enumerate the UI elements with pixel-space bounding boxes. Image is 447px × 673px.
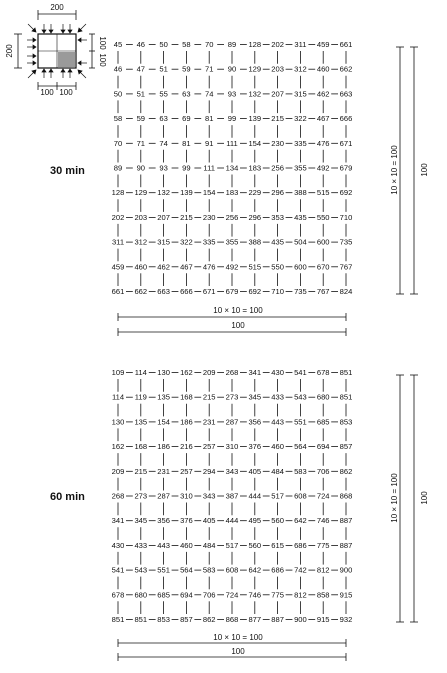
- temperature-grid-30min: [50, 40, 429, 336]
- grid-temperature-value: 231: [157, 466, 170, 476]
- grid-temperature-value: 89: [113, 163, 123, 173]
- grid-temperature-value: 661: [111, 287, 125, 296]
- grid-temperature-value: 132: [157, 188, 170, 198]
- grid-temperature-value: 310: [180, 491, 193, 501]
- grid-temperature-value: 862: [339, 466, 353, 476]
- grid-temperature-value: 335: [294, 138, 307, 148]
- grid-temperature-value: 70: [113, 138, 123, 148]
- grid-temperature-value: 74: [204, 89, 214, 99]
- grid-temperature-value: 600: [294, 262, 307, 272]
- grid-temperature-value: 256: [271, 163, 284, 173]
- grid-temperature-value: 678: [111, 590, 125, 600]
- grid-temperature-value: 746: [248, 590, 262, 600]
- grid-temperature-value: 877: [248, 615, 262, 624]
- grid-temperature-value: 356: [248, 417, 262, 427]
- grid-temperature-value: 257: [202, 442, 216, 452]
- grid-temperature-value: 356: [157, 516, 170, 526]
- grid-temperature-value: 154: [157, 417, 170, 427]
- time-label: 60 min: [50, 491, 85, 503]
- grid-temperature-value: 209: [111, 466, 125, 476]
- grid-temperature-value: 662: [339, 64, 353, 74]
- grid-temperature-value: 608: [225, 565, 239, 575]
- grid-temperature-value: 215: [180, 212, 193, 222]
- grid-temperature-value: 615: [271, 540, 284, 550]
- dimension-right-outer: 100: [420, 491, 429, 505]
- grid-temperature-value: 47: [136, 64, 146, 74]
- grid-temperature-value: 858: [316, 590, 330, 600]
- grid-temperature-value: 186: [157, 442, 170, 452]
- grid-temperature-value: 492: [316, 163, 330, 173]
- grid-temperature-value: 51: [136, 89, 146, 99]
- key-right-dimension-lower: 100: [98, 53, 107, 67]
- grid-temperature-value: 154: [202, 188, 216, 198]
- grid-temperature-value: 560: [248, 540, 262, 550]
- grid-temperature-value: 58: [113, 114, 123, 124]
- grid-temperature-value: 63: [159, 114, 168, 124]
- grid-temperature-value: 114: [134, 368, 147, 377]
- grid-temperature-value: 900: [294, 615, 307, 624]
- grid-temperature-value: 229: [248, 188, 262, 198]
- grid-temperature-value: 853: [157, 615, 170, 624]
- grid-temperature-value: 678: [316, 368, 330, 377]
- grid-temperature-value: 679: [225, 287, 239, 296]
- grid-temperature-value: 735: [339, 237, 353, 247]
- dimension-right-inner: 10 × 10 = 100: [390, 145, 399, 195]
- grid-temperature-value: 273: [134, 491, 148, 501]
- grid-temperature-value: 335: [202, 237, 216, 247]
- grid-temperature-value: 504: [294, 237, 307, 247]
- grid-temperature-value: 812: [294, 590, 307, 600]
- grid-temperature-value: 857: [180, 615, 193, 624]
- grid-temperature-value: 376: [248, 442, 262, 452]
- grid-temperature-value: 129: [134, 188, 148, 198]
- grid-temperature-value: 862: [202, 615, 216, 624]
- grid-temperature-value: 69: [182, 114, 191, 124]
- grid-temperature-value: 46: [113, 64, 123, 74]
- grid-temperature-value: 476: [316, 138, 330, 148]
- grid-temperature-value: 183: [225, 188, 239, 198]
- grid-temperature-value: 724: [316, 491, 330, 501]
- dimension-right-outer: 100: [420, 163, 429, 177]
- grid-temperature-value: 168: [134, 442, 148, 452]
- grid-temperature-value: 666: [180, 287, 193, 296]
- grid-temperature-value: 312: [294, 64, 307, 74]
- grid-temperature-value: 851: [339, 368, 353, 377]
- grid-temperature-value: 341: [111, 516, 125, 526]
- grid-temperature-value: 230: [271, 138, 284, 148]
- grid-temperature-value: 775: [271, 590, 284, 600]
- grid-temperature-value: 462: [157, 262, 170, 272]
- grid-temperature-value: 467: [316, 114, 330, 124]
- grid-temperature-value: 405: [248, 466, 262, 476]
- grid-temperature-value: 376: [180, 516, 193, 526]
- grid-temperature-value: 154: [248, 138, 262, 148]
- grid-temperature-value: 343: [225, 466, 239, 476]
- grid-temperature-value: 663: [339, 89, 353, 99]
- grid-temperature-value: 296: [271, 188, 284, 198]
- key-right-dimension-upper: 100: [98, 36, 107, 50]
- grid-temperature-value: 685: [157, 590, 170, 600]
- grid-temperature-value: 183: [248, 163, 262, 173]
- grid-temperature-value: 746: [316, 516, 330, 526]
- grid-temperature-value: 91: [204, 138, 214, 148]
- grid-temperature-value: 541: [294, 368, 307, 377]
- grid-temperature-value: 767: [339, 262, 353, 272]
- grid-temperature-value: 257: [180, 466, 193, 476]
- dimension-bottom-outer: 100: [231, 647, 245, 656]
- grid-temperature-value: 686: [271, 565, 284, 575]
- grid-temperature-value: 679: [339, 163, 353, 173]
- grid-temperature-value: 724: [225, 590, 239, 600]
- grid-temperature-value: 310: [225, 442, 239, 452]
- grid-temperature-value: 294: [202, 466, 216, 476]
- grid-temperature-value: 543: [294, 392, 307, 402]
- grid-temperature-value: 135: [157, 392, 170, 402]
- grid-temperature-value: 71: [136, 138, 146, 148]
- grid-temperature-value: 58: [182, 40, 191, 49]
- grid-temperature-value: 443: [157, 540, 170, 550]
- section-key-diagram: [5, 3, 107, 97]
- key-top-dimension: 200: [50, 3, 64, 12]
- grid-temperature-value: 81: [204, 114, 214, 124]
- grid-temperature-value: 345: [134, 516, 148, 526]
- grid-temperature-value: 564: [294, 442, 307, 452]
- grid-temperature-value: 857: [339, 442, 353, 452]
- grid-temperature-value: 46: [136, 40, 146, 49]
- grid-temperature-value: 203: [271, 64, 284, 74]
- grid-temperature-value: 135: [134, 417, 148, 427]
- grid-temperature-value: 139: [248, 114, 262, 124]
- grid-temperature-value: 207: [157, 212, 170, 222]
- grid-temperature-value: 459: [316, 40, 330, 49]
- grid-temperature-value: 550: [316, 212, 330, 222]
- grid-temperature-value: 433: [271, 392, 284, 402]
- grid-temperature-value: 680: [134, 590, 148, 600]
- grid-temperature-value: 202: [111, 212, 125, 222]
- grid-temperature-value: 775: [316, 540, 330, 550]
- dimension-bottom-inner: 10 × 10 = 100: [213, 306, 263, 315]
- grid-temperature-value: 345: [248, 392, 262, 402]
- grid-temperature-value: 460: [316, 64, 330, 74]
- grid-temperature-value: 343: [202, 491, 216, 501]
- grid-temperature-value: 207: [271, 89, 284, 99]
- grid-temperature-value: 887: [339, 516, 353, 526]
- grid-temperature-value: 706: [316, 466, 330, 476]
- grid-temperature-value: 273: [225, 392, 239, 402]
- grid-temperature-value: 666: [339, 114, 353, 124]
- grid-temperature-value: 435: [271, 237, 284, 247]
- grid-temperature-value: 812: [316, 565, 330, 575]
- grid-temperature-value: 74: [159, 138, 168, 148]
- grid-temperature-value: 430: [271, 368, 284, 377]
- grid-temperature-value: 583: [294, 466, 307, 476]
- grid-temperature-value: 692: [339, 188, 353, 198]
- grid-temperature-value: 81: [182, 138, 191, 148]
- grid-temperature-value: 70: [204, 40, 214, 49]
- grid-temperature-value: 710: [339, 212, 353, 222]
- grid-temperature-value: 231: [202, 417, 216, 427]
- grid-temperature-value: 128: [248, 40, 262, 49]
- time-label: 30 min: [50, 165, 85, 177]
- hatched-quadrant: [58, 52, 75, 67]
- grid-temperature-value: 900: [339, 565, 353, 575]
- grid-temperature-value: 443: [271, 417, 284, 427]
- grid-temperature-value: 492: [225, 262, 239, 272]
- grid-temperature-value: 564: [180, 565, 193, 575]
- grid-temperature-value: 484: [271, 466, 284, 476]
- grid-temperature-value: 59: [182, 64, 191, 74]
- grid-temperature-value: 50: [113, 89, 123, 99]
- grid-temperature-value: 312: [134, 237, 148, 247]
- grid-temperature-value: 215: [134, 466, 148, 476]
- grid-temperature-value: 111: [203, 163, 215, 173]
- grid-temperature-value: 215: [271, 114, 284, 124]
- grid-temperature-value: 114: [111, 392, 125, 402]
- grid-temperature-value: 742: [294, 565, 307, 575]
- dimension-bottom-inner: 10 × 10 = 100: [213, 633, 263, 642]
- grid-temperature-value: 128: [111, 188, 125, 198]
- grid-temperature-value: 484: [202, 540, 216, 550]
- grid-temperature-value: 50: [159, 40, 168, 49]
- grid-temperature-value: 495: [248, 516, 262, 526]
- grid-temperature-value: 661: [339, 40, 353, 49]
- grid-temperature-value: 315: [157, 237, 170, 247]
- grid-temperature-value: 887: [339, 540, 353, 550]
- grid-temperature-value: 322: [180, 237, 193, 247]
- grid-temperature-value: 915: [316, 615, 330, 624]
- grid-temperature-value: 460: [180, 540, 193, 550]
- key-bottom-dimension-right: 100: [59, 88, 73, 97]
- grid-temperature-value: 203: [134, 212, 148, 222]
- grid-temperature-value: 215: [202, 392, 216, 402]
- grid-temperature-value: 256: [225, 212, 239, 222]
- grid-temperature-value: 710: [271, 287, 284, 296]
- grid-temperature-value: 63: [182, 89, 191, 99]
- key-bottom-dimension-left: 100: [40, 88, 54, 97]
- grid-temperature-value: 462: [316, 89, 330, 99]
- grid-temperature-value: 851: [111, 615, 125, 624]
- grid-temperature-value: 268: [225, 368, 239, 377]
- grid-temperature-value: 460: [134, 262, 148, 272]
- grid-temperature-value: 663: [157, 287, 170, 296]
- grid-temperature-value: 315: [294, 89, 307, 99]
- key-left-dimension: 200: [5, 44, 14, 58]
- grid-temperature-value: 560: [271, 516, 284, 526]
- grid-temperature-value: 287: [225, 417, 239, 427]
- grid-temperature-value: 692: [248, 287, 262, 296]
- grid-temperature-value: 694: [180, 590, 193, 600]
- grid-temperature-value: 45: [113, 40, 123, 49]
- grid-temperature-value: 685: [316, 417, 330, 427]
- grid-temperature-value: 459: [111, 262, 125, 272]
- grid-temperature-value: 90: [227, 64, 237, 74]
- grid-temperature-value: 322: [294, 114, 307, 124]
- grid-temperature-value: 162: [180, 368, 193, 377]
- grid-temperature-value: 517: [225, 540, 239, 550]
- grid-temperature-value: 435: [294, 212, 307, 222]
- grid-temperature-value: 515: [316, 188, 330, 198]
- grid-temperature-value: 93: [227, 89, 237, 99]
- grid-temperature-value: 111: [226, 138, 238, 148]
- grid-temperature-value: 467: [180, 262, 193, 272]
- grid-temperature-value: 132: [248, 89, 262, 99]
- grid-temperature-value: 444: [225, 516, 239, 526]
- grid-temperature-value: 932: [339, 615, 353, 624]
- grid-temperature-value: 735: [294, 287, 307, 296]
- grid-temperature-value: 99: [227, 114, 237, 124]
- grid-temperature-value: 868: [339, 491, 353, 501]
- grid-temperature-value: 162: [111, 442, 125, 452]
- grid-temperature-value: 268: [111, 491, 125, 501]
- grid-temperature-value: 851: [339, 392, 353, 402]
- grid-temperature-value: 387: [225, 491, 239, 501]
- grid-temperature-value: 517: [271, 491, 284, 501]
- grid-temperature-value: 515: [248, 262, 262, 272]
- grid-temperature-value: 186: [180, 417, 193, 427]
- grid-temperature-value: 541: [111, 565, 125, 575]
- grid-temperature-value: 134: [225, 163, 239, 173]
- grid-temperature-value: 109: [111, 368, 125, 377]
- grid-temperature-value: 642: [248, 565, 262, 575]
- grid-temperature-value: 353: [271, 212, 284, 222]
- grid-temperature-value: 550: [271, 262, 284, 272]
- grid-temperature-value: 209: [202, 368, 216, 377]
- grid-temperature-value: 311: [294, 40, 307, 49]
- grid-temperature-value: 686: [294, 540, 307, 550]
- grid-temperature-value: 671: [202, 287, 216, 296]
- grid-temperature-value: 642: [294, 516, 307, 526]
- grid-temperature-value: 129: [248, 64, 262, 74]
- grid-temperature-value: 139: [180, 188, 193, 198]
- grid-temperature-value: 90: [136, 163, 146, 173]
- grid-temperature-value: 868: [225, 615, 239, 624]
- grid-temperature-value: 608: [294, 491, 307, 501]
- grid-temperature-value: 430: [111, 540, 125, 550]
- grid-temperature-value: 824: [339, 287, 353, 296]
- grid-temperature-value: 311: [111, 237, 125, 247]
- grid-temperature-value: 433: [134, 540, 148, 550]
- grid-temperature-value: 662: [134, 287, 148, 296]
- grid-temperature-value: 670: [316, 262, 330, 272]
- grid-temperature-value: 230: [202, 212, 216, 222]
- grid-temperature-value: 355: [225, 237, 239, 247]
- grid-temperature-value: 476: [202, 262, 216, 272]
- grid-temperature-value: 853: [339, 417, 353, 427]
- grid-temperature-value: 202: [271, 40, 284, 49]
- grid-temperature-value: 59: [136, 114, 146, 124]
- dimension-bottom-outer: 100: [231, 321, 245, 330]
- grid-temperature-value: 130: [157, 368, 170, 377]
- grid-temperature-value: 388: [248, 237, 262, 247]
- grid-temperature-value: 99: [182, 163, 191, 173]
- grid-temperature-value: 216: [180, 442, 193, 452]
- grid-temperature-value: 671: [339, 138, 353, 148]
- grid-temperature-value: 55: [159, 89, 168, 99]
- grid-temperature-value: 89: [227, 40, 237, 49]
- grid-temperature-value: 694: [316, 442, 330, 452]
- grid-temperature-value: 168: [180, 392, 193, 402]
- grid-temperature-value: 444: [248, 491, 262, 501]
- grid-temperature-value: 93: [159, 163, 168, 173]
- grid-temperature-value: 887: [271, 615, 284, 624]
- grid-temperature-value: 551: [157, 565, 170, 575]
- grid-temperature-value: 551: [294, 417, 307, 427]
- grid-temperature-value: 287: [157, 491, 170, 501]
- dimension-right-inner: 10 × 10 = 100: [390, 473, 399, 523]
- grid-temperature-value: 119: [134, 392, 147, 402]
- grid-temperature-value: 51: [159, 64, 168, 74]
- grid-temperature-value: 600: [316, 237, 330, 247]
- grid-temperature-value: 388: [294, 188, 307, 198]
- grid-temperature-value: 851: [134, 615, 148, 624]
- grid-temperature-value: 71: [204, 64, 214, 74]
- grid-temperature-value: 543: [134, 565, 148, 575]
- grid-temperature-value: 296: [248, 212, 262, 222]
- grid-temperature-value: 680: [316, 392, 330, 402]
- grid-temperature-value: 405: [202, 516, 216, 526]
- temperature-grid-60min: [50, 368, 429, 661]
- grid-temperature-value: 767: [316, 287, 330, 296]
- grid-temperature-value: 341: [248, 368, 262, 377]
- grid-temperature-value: 706: [202, 590, 216, 600]
- grid-temperature-value: 130: [111, 417, 125, 427]
- grid-temperature-value: 460: [271, 442, 284, 452]
- grid-temperature-value: 583: [202, 565, 216, 575]
- grid-temperature-value: 355: [294, 163, 307, 173]
- grid-temperature-value: 915: [339, 590, 353, 600]
